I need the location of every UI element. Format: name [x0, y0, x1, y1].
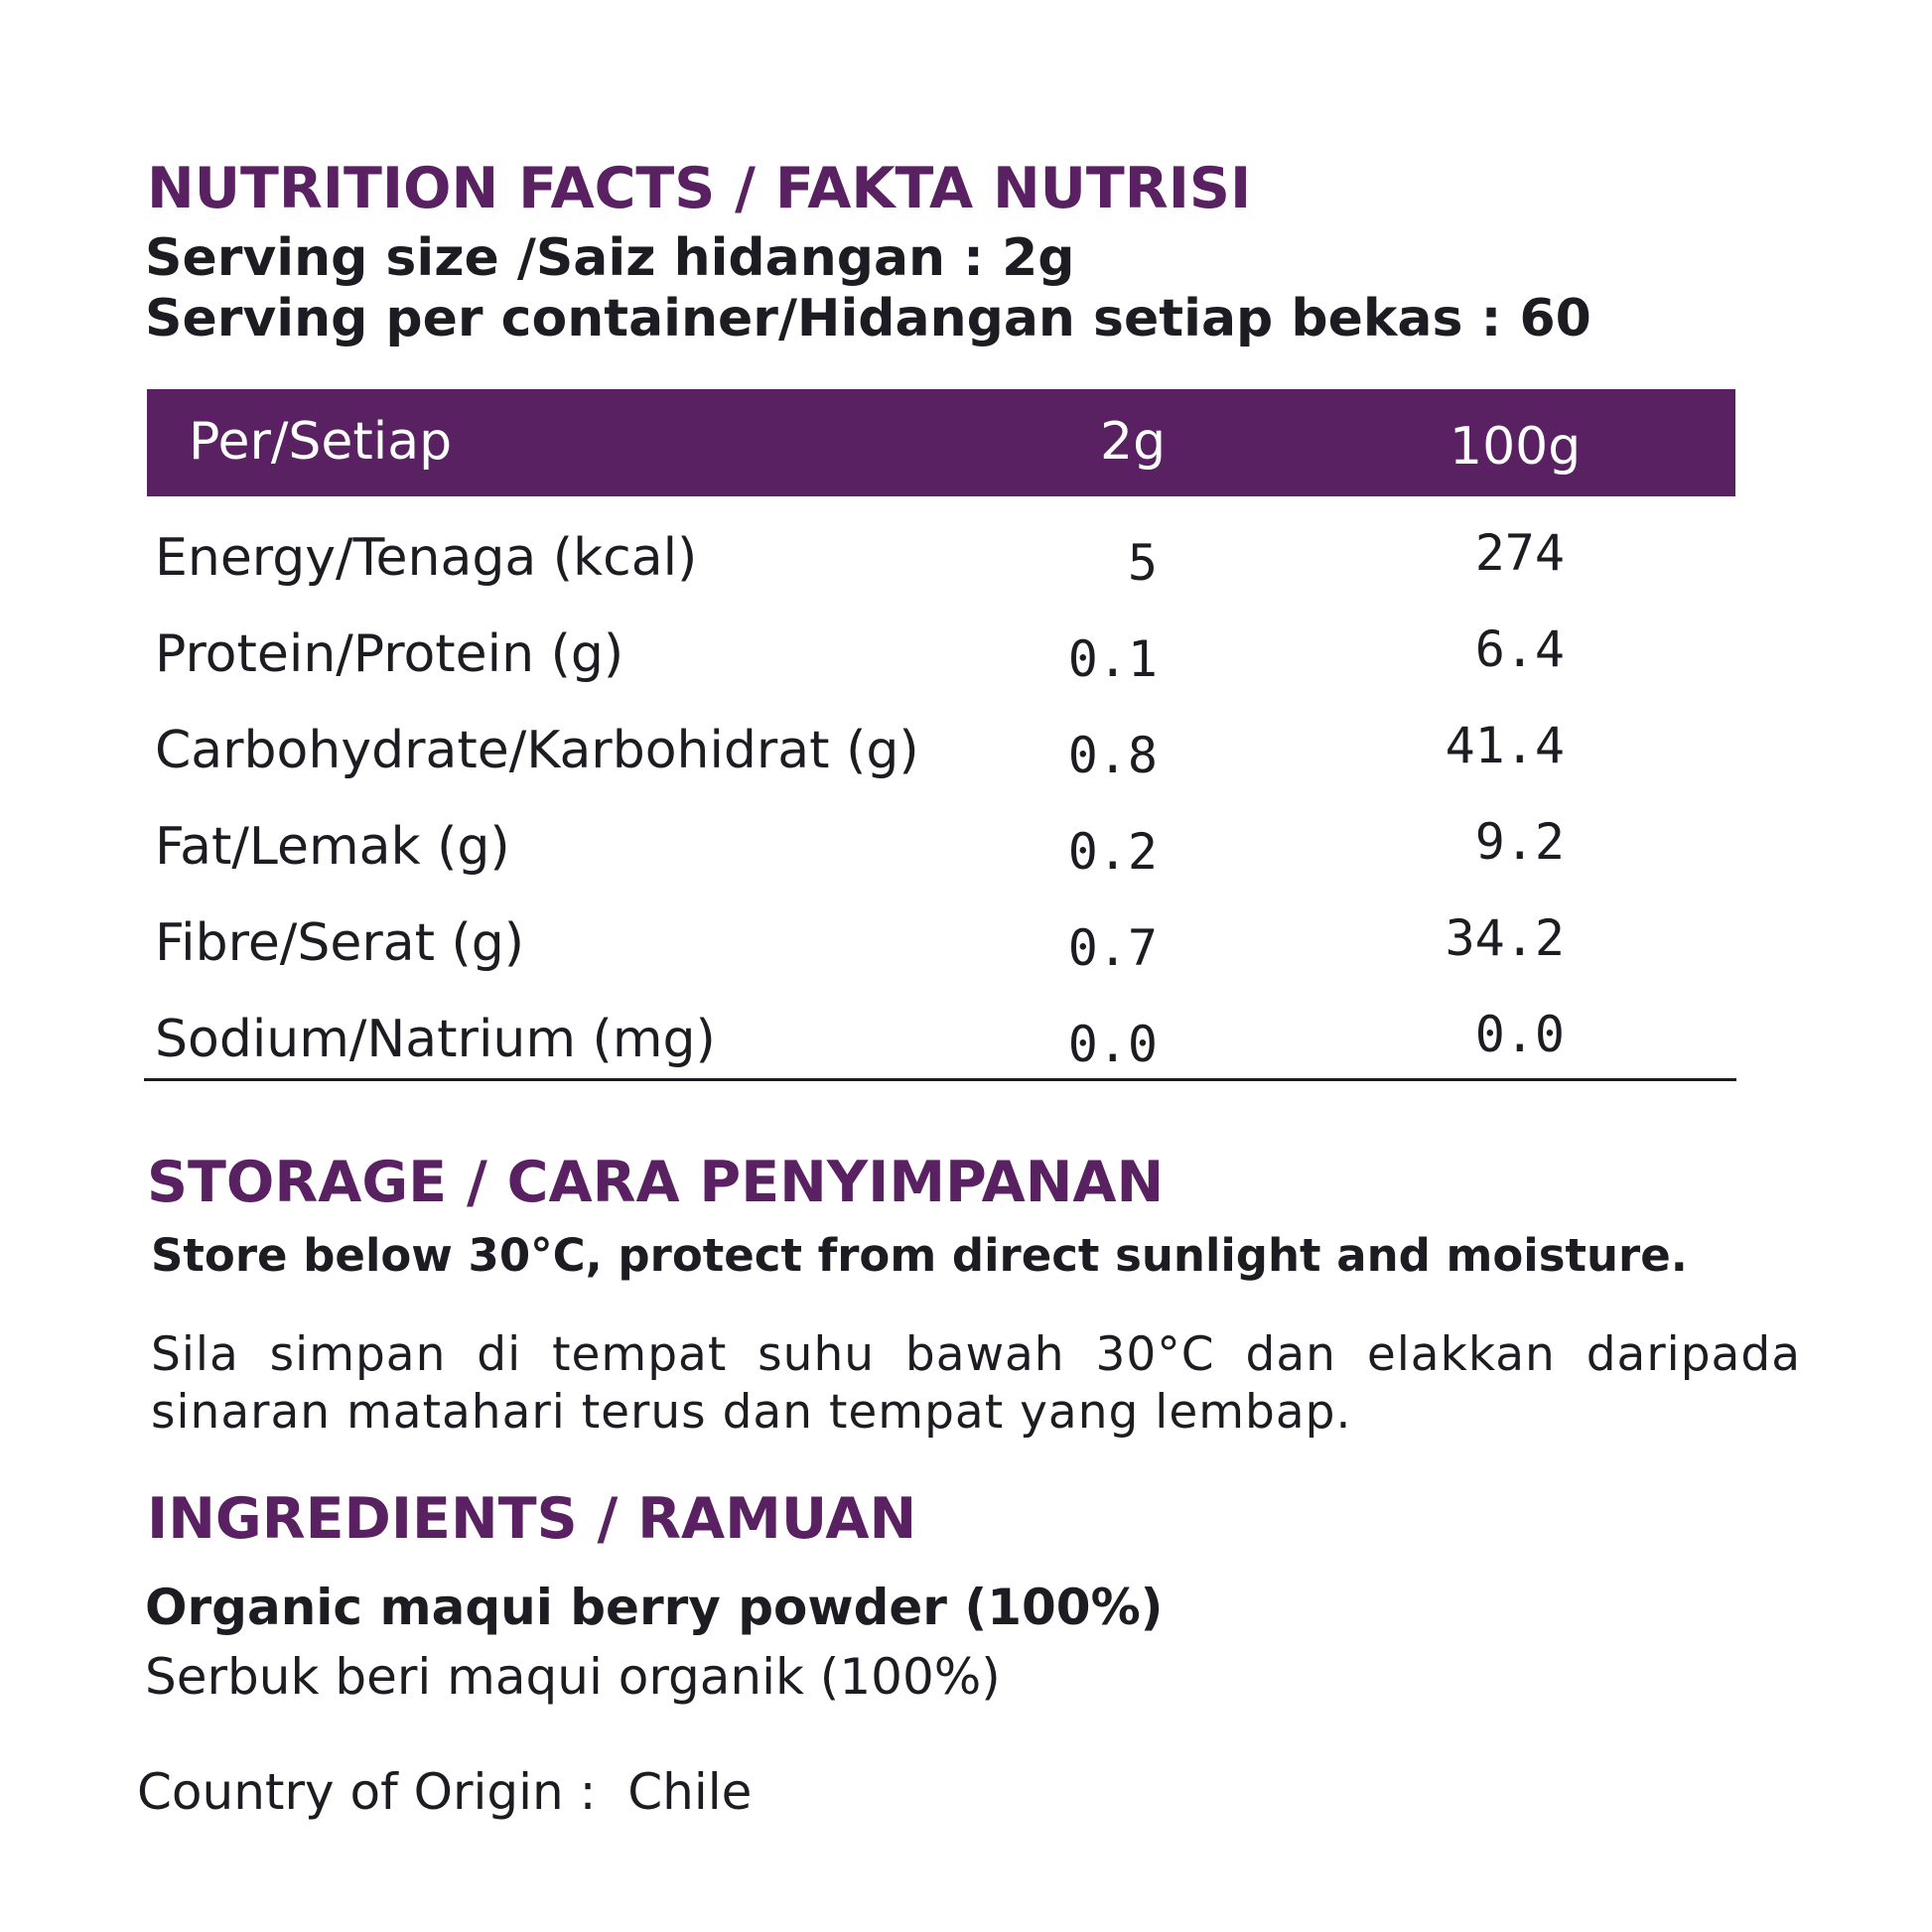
storage-instructions-english: Store below 30°C, protect from direct sunlight and moisture. [151, 1229, 1688, 1282]
table-row-carbohydrate [155, 717, 1565, 794]
row-label: Sodium/Natrium (mg) [155, 1010, 716, 1069]
row-value-2g: 0.7 [1067, 919, 1158, 977]
row-value-2g: 0.8 [1067, 727, 1158, 784]
storage-instructions-malay: Sila simpan di tempat suhu bawah 30°C dan elakkan daripada sinaran matahari terus dan tempat yang lembap. [151, 1327, 1801, 1440]
ingredients-heading: INGREDIENTS / RAMUAN [147, 1486, 917, 1552]
row-value-100g: 9.2 [1474, 813, 1565, 871]
row-value-100g: 34.2 [1445, 909, 1565, 967]
header-2g-label: 2g [1100, 412, 1167, 472]
table-row-energy [155, 524, 1565, 602]
row-label: Carbohydrate/Karbohidrat (g) [155, 721, 919, 780]
row-value-100g: 274 [1474, 524, 1565, 582]
row-label: Protein/Protein (g) [155, 624, 624, 684]
row-label: Energy/Tenaga (kcal) [155, 528, 698, 588]
country-of-origin: Country of Origin : Chile [137, 1763, 753, 1821]
row-value-100g: 41.4 [1445, 717, 1565, 774]
row-label: Fat/Lemak (g) [155, 817, 510, 877]
row-value-100g: 0.0 [1474, 1006, 1565, 1063]
table-bottom-divider [144, 1078, 1736, 1081]
ingredients-malay: Serbuk beri maqui organik (100%) [145, 1648, 1001, 1706]
header-per-label: Per/Setiap [189, 412, 453, 472]
header-100g-label: 100g [1449, 417, 1582, 477]
row-value-100g: 6.4 [1474, 621, 1565, 678]
servings-per-container: Serving per container/Hidangan setiap bekas : 60 [145, 289, 1591, 348]
table-row-fat [155, 813, 1565, 891]
serving-size: Serving size /Saiz hidangan : 2g [145, 228, 1075, 288]
row-value-2g: 5 [1127, 534, 1158, 592]
table-row-protein [155, 621, 1565, 698]
row-value-2g: 0.2 [1067, 823, 1158, 881]
row-label: Fibre/Serat (g) [155, 913, 525, 973]
nutrition-table-header [147, 389, 1735, 496]
table-row-fibre [155, 909, 1565, 987]
ingredients-english: Organic maqui berry powder (100%) [145, 1579, 1164, 1636]
row-value-2g: 0.0 [1067, 1016, 1158, 1073]
nutrition-heading: NUTRITION FACTS / FAKTA NUTRISI [147, 156, 1252, 221]
storage-heading: STORAGE / CARA PENYIMPANAN [147, 1150, 1165, 1215]
row-value-2g: 0.1 [1067, 630, 1158, 688]
table-row-sodium [155, 1006, 1565, 1083]
